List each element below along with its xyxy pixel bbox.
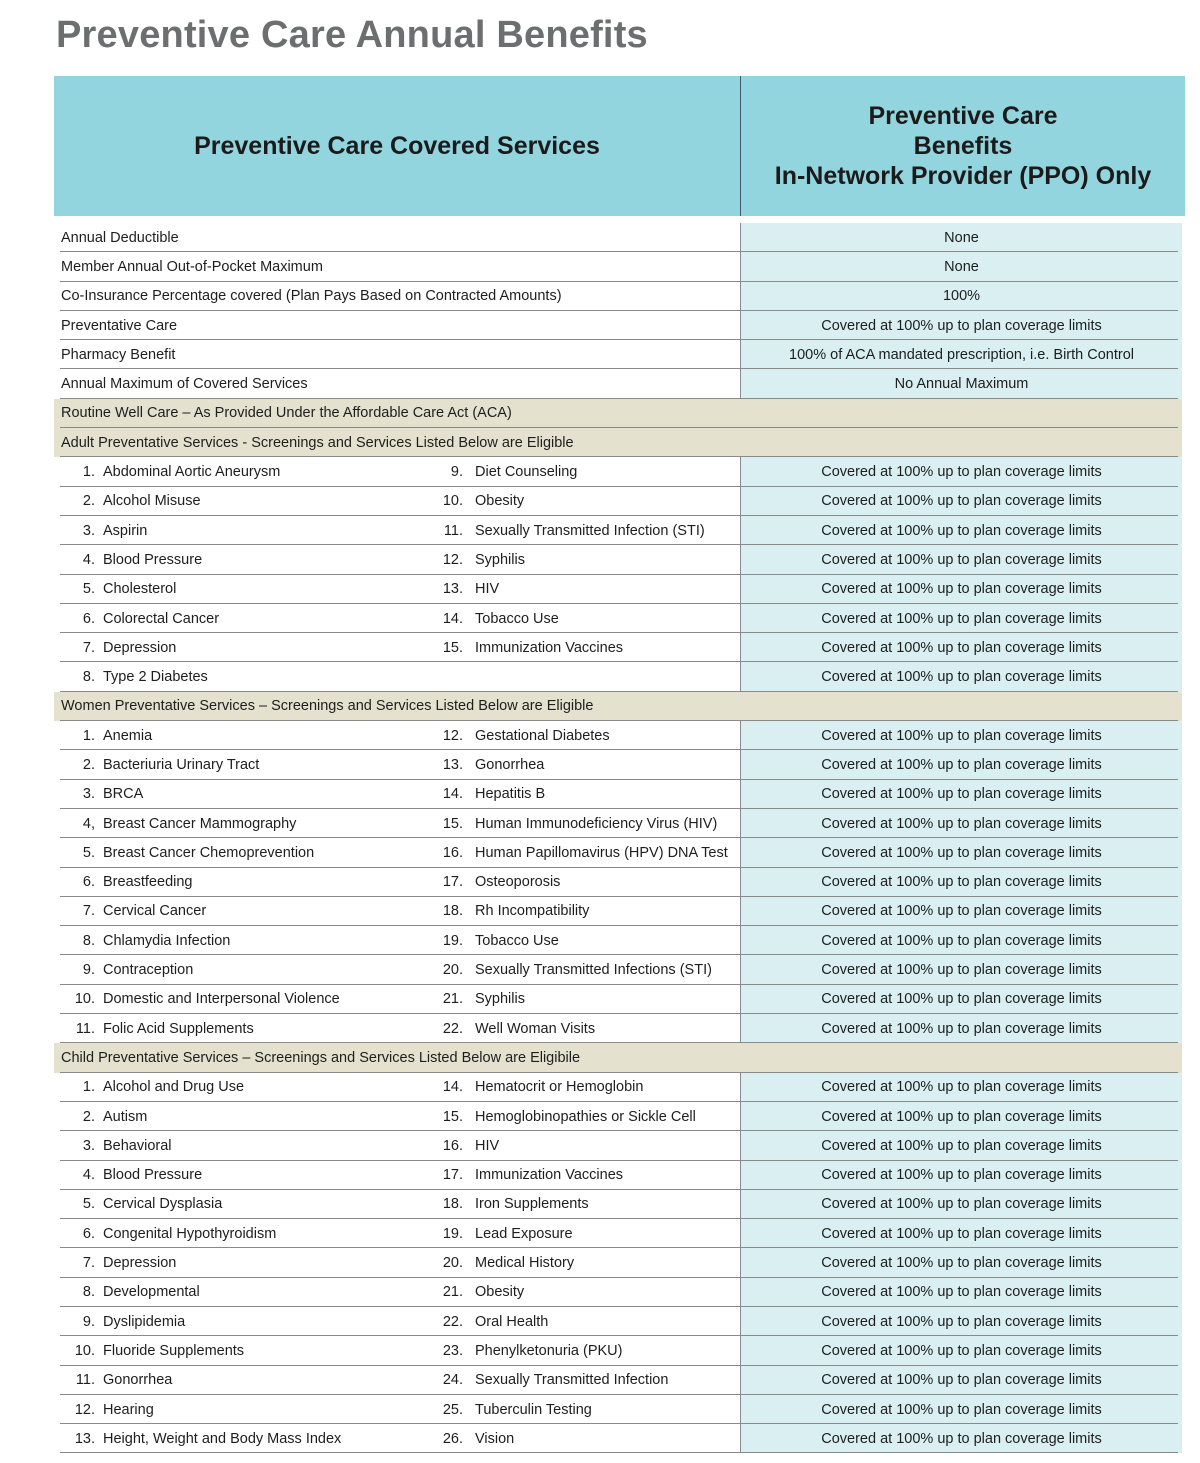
coverage-value: Covered at 100% up to plan coverage limits: [740, 662, 1182, 691]
service-name: Tobacco Use: [475, 932, 559, 949]
summary-label: Co-Insurance Percentage covered (Plan Pays Based on Contracted Amounts): [54, 282, 740, 311]
service-number: 14.: [442, 786, 463, 803]
coverage-value: Covered at 100% up to plan coverage limits: [740, 1366, 1182, 1395]
service-number: 18.: [442, 903, 463, 920]
service-number: 6.: [82, 1225, 95, 1242]
summary-value: No Annual Maximum: [740, 369, 1182, 398]
service-name: Immunization Vaccines: [475, 639, 624, 656]
service-cell: [54, 1161, 740, 1190]
service-row: [54, 1219, 1182, 1248]
service-number: 15.: [442, 1108, 463, 1125]
service-number: 9.: [82, 1313, 95, 1330]
service-name: Domestic and Interpersonal Violence: [103, 991, 340, 1008]
service-number: 14.: [442, 610, 463, 627]
service-name: Chlamydia Infection: [103, 932, 231, 949]
service-row: [54, 838, 1182, 867]
service-name: Vision: [475, 1430, 515, 1447]
service-name: Alcohol Misuse: [103, 493, 201, 510]
service-row: [54, 1366, 1182, 1395]
service-name: Hematocrit or Hemoglobin: [475, 1079, 644, 1096]
service-number: 24.: [442, 1372, 463, 1389]
service-name: Sexually Transmitted Infection: [475, 1372, 669, 1389]
service-name: Depression: [103, 1255, 177, 1272]
coverage-value: Covered at 100% up to plan coverage limits: [740, 838, 1182, 867]
service-number: 13.: [74, 1430, 95, 1447]
service-cell: [54, 721, 740, 750]
service-row: [54, 457, 1182, 486]
service-number: 18.: [442, 1196, 463, 1213]
service-name: Medical History: [475, 1255, 575, 1272]
service-row: [54, 1424, 1182, 1453]
service-number: 4.: [82, 551, 95, 568]
service-number: 12.: [442, 551, 463, 568]
service-name: Sexually Transmitted Infection (STI): [475, 522, 705, 539]
service-name: Dyslipidemia: [103, 1313, 186, 1330]
summary-label: Pharmacy Benefit: [54, 340, 740, 369]
coverage-value: Covered at 100% up to plan coverage limits: [740, 1102, 1182, 1131]
service-name: Gonorrhea: [475, 756, 545, 773]
service-number: 8.: [82, 1284, 95, 1301]
service-name: Hepatitis B: [475, 786, 546, 803]
service-row: [54, 1161, 1182, 1190]
service-number: 22.: [442, 1020, 463, 1037]
coverage-value: Covered at 100% up to plan coverage limits: [740, 604, 1182, 633]
summary-row: [54, 252, 1182, 281]
service-row: [54, 1248, 1182, 1277]
service-number: 19.: [442, 932, 463, 949]
table-header: [54, 76, 1185, 216]
service-row: [54, 1336, 1182, 1365]
header-benefits-line: Preventive Care: [868, 102, 1058, 130]
service-name: Syphilis: [475, 551, 525, 568]
service-number: 22.: [442, 1313, 463, 1330]
service-name: Autism: [103, 1108, 148, 1125]
coverage-value: Covered at 100% up to plan coverage limits: [740, 1131, 1182, 1160]
service-number: 13.: [442, 756, 463, 773]
service-number: 6.: [82, 610, 95, 627]
service-cell: [54, 1073, 740, 1102]
service-number: 7.: [82, 903, 95, 920]
service-name: Colorectal Cancer: [103, 610, 220, 627]
service-number: 20.: [442, 1255, 463, 1272]
service-name: Anemia: [103, 727, 153, 744]
summary-label: Member Annual Out-of-Pocket Maximum: [54, 252, 740, 281]
service-row: [54, 1278, 1182, 1307]
service-cell: [54, 633, 740, 662]
service-cell: [54, 809, 740, 838]
service-number: 11.: [443, 522, 463, 539]
service-cell: [54, 985, 740, 1014]
service-number: 20.: [442, 962, 463, 979]
service-row: [54, 926, 1182, 955]
summary-value: None: [740, 223, 1182, 252]
service-name: Immunization Vaccines: [475, 1167, 624, 1184]
service-name: Breastfeeding: [103, 874, 193, 891]
header-benefits-line: In-Network Provider (PPO) Only: [774, 162, 1152, 190]
service-name: Type 2 Diabetes: [103, 669, 208, 686]
service-number: 2.: [82, 1108, 95, 1125]
service-name: Obesity: [475, 1284, 525, 1301]
service-cell: [54, 1190, 740, 1219]
service-number: 9.: [450, 464, 463, 481]
coverage-value: Covered at 100% up to plan coverage limits: [740, 1014, 1182, 1043]
service-name: Hearing: [103, 1401, 154, 1418]
service-name: Fluoride Supplements: [103, 1342, 245, 1359]
service-name: Osteoporosis: [475, 874, 561, 891]
service-cell: [54, 750, 740, 779]
service-name: Congenital Hypothyroidism: [103, 1225, 277, 1242]
summary-label: Annual Maximum of Covered Services: [54, 369, 740, 398]
service-number: 3.: [82, 1137, 95, 1154]
service-cell: [54, 897, 740, 926]
coverage-value: Covered at 100% up to plan coverage limits: [740, 721, 1182, 750]
coverage-value: Covered at 100% up to plan coverage limits: [740, 897, 1182, 926]
service-name: Tuberculin Testing: [475, 1401, 592, 1418]
service-row: [54, 545, 1182, 574]
service-name: Lead Exposure: [475, 1225, 573, 1242]
service-name: Blood Pressure: [103, 1167, 203, 1184]
summary-value: 100% of ACA mandated prescription, i.e. Birth Control: [740, 340, 1182, 369]
service-row: [54, 721, 1182, 750]
service-name: Folic Acid Supplements: [103, 1020, 254, 1037]
service-number: 10.: [74, 1342, 95, 1359]
coverage-value: Covered at 100% up to plan coverage limits: [740, 985, 1182, 1014]
service-number: 17.: [442, 1167, 463, 1184]
service-cell: [54, 926, 740, 955]
service-number: 16.: [442, 844, 463, 861]
service-cell: [54, 838, 740, 867]
service-row: [54, 1102, 1182, 1131]
coverage-value: Covered at 100% up to plan coverage limits: [740, 633, 1182, 662]
service-name: Phenylketonuria (PKU): [475, 1342, 623, 1359]
service-name: Oral Health: [475, 1313, 549, 1330]
service-number: 7.: [82, 639, 95, 656]
service-row: [54, 516, 1182, 545]
service-number: 4,: [82, 815, 95, 832]
service-row: [54, 985, 1182, 1014]
summary-row: [54, 369, 1182, 398]
service-row: [54, 633, 1182, 662]
service-name: Human Papillomavirus (HPV) DNA Test: [475, 844, 728, 861]
coverage-value: Covered at 100% up to plan coverage limits: [740, 1219, 1182, 1248]
service-row: [54, 809, 1182, 838]
summary-row: [54, 223, 1182, 252]
summary-row: [54, 282, 1182, 311]
service-cell: [54, 1424, 740, 1453]
service-number: 10.: [442, 493, 463, 510]
service-name: Gestational Diabetes: [475, 727, 610, 744]
service-number: 5.: [82, 1196, 95, 1213]
page-title: Preventive Care Annual Benefits: [56, 14, 648, 56]
service-name: Contraception: [103, 962, 194, 979]
service-name: Bacteriuria Urinary Tract: [103, 756, 260, 773]
service-name: Obesity: [475, 493, 525, 510]
service-number: 2.: [82, 493, 95, 510]
service-name: Behavioral: [103, 1137, 172, 1154]
coverage-value: Covered at 100% up to plan coverage limits: [740, 1248, 1182, 1277]
coverage-value: Covered at 100% up to plan coverage limits: [740, 457, 1182, 486]
service-row: [54, 1307, 1182, 1336]
service-row: [54, 1073, 1182, 1102]
service-row: [54, 662, 1182, 691]
service-number: 14.: [442, 1079, 463, 1096]
service-number: 8.: [82, 932, 95, 949]
benefits-table: [54, 223, 1182, 1453]
service-name: Gonorrhea: [103, 1372, 173, 1389]
service-name: Cervical Dysplasia: [103, 1196, 223, 1213]
service-cell: [54, 1307, 740, 1336]
section-header: [54, 1043, 1182, 1072]
coverage-value: Covered at 100% up to plan coverage limits: [740, 516, 1182, 545]
coverage-value: Covered at 100% up to plan coverage limits: [740, 926, 1182, 955]
coverage-value: Covered at 100% up to plan coverage limits: [740, 780, 1182, 809]
service-name: Hemoglobinopathies or Sickle Cell: [475, 1108, 696, 1125]
service-cell: [54, 780, 740, 809]
summary-label: Preventative Care: [54, 311, 740, 340]
coverage-value: Covered at 100% up to plan coverage limits: [740, 868, 1182, 897]
coverage-value: Covered at 100% up to plan coverage limits: [740, 1161, 1182, 1190]
summary-value: 100%: [740, 282, 1182, 311]
service-row: [54, 604, 1182, 633]
service-name: Tobacco Use: [475, 610, 559, 627]
service-name: Syphilis: [475, 991, 525, 1008]
service-row: [54, 955, 1182, 984]
coverage-value: Covered at 100% up to plan coverage limits: [740, 1278, 1182, 1307]
section-header: [54, 692, 1182, 721]
section-header-label: Women Preventative Services – Screenings and Services Listed Below are Eligible: [61, 698, 594, 715]
header-services-label: Preventive Care Covered Services: [194, 131, 600, 160]
service-name: Breast Cancer Chemoprevention: [103, 844, 315, 861]
service-number: 3.: [82, 522, 95, 539]
service-cell: [54, 1366, 740, 1395]
service-name: Sexually Transmitted Infections (STI): [475, 962, 712, 979]
service-number: 26.: [442, 1430, 463, 1447]
service-cell: [54, 1102, 740, 1131]
service-cell: [54, 1131, 740, 1160]
service-name: Diet Counseling: [475, 464, 578, 481]
coverage-value: Covered at 100% up to plan coverage limits: [740, 1190, 1182, 1219]
coverage-value: Covered at 100% up to plan coverage limits: [740, 1424, 1182, 1453]
service-number: 7.: [82, 1255, 95, 1272]
service-name: Cervical Cancer: [103, 903, 207, 920]
service-name: BRCA: [103, 786, 144, 803]
service-name: Abdominal Aortic Aneurysm: [103, 464, 281, 481]
section-header: [54, 428, 1182, 457]
service-number: 15.: [442, 639, 463, 656]
service-name: Blood Pressure: [103, 551, 203, 568]
service-number: 19.: [442, 1225, 463, 1242]
service-name: Human Immunodeficiency Virus (HIV): [475, 815, 718, 832]
summary-value: Covered at 100% up to plan coverage limits: [740, 311, 1182, 340]
service-cell: [54, 1336, 740, 1365]
service-number: 12.: [74, 1401, 95, 1418]
service-number: 5.: [82, 581, 95, 598]
service-cell: [54, 1219, 740, 1248]
service-number: 1.: [82, 1079, 95, 1096]
coverage-value: Covered at 100% up to plan coverage limits: [740, 575, 1182, 604]
section-header-label: Child Preventative Services – Screenings and Services Listed Below are Eligibile: [61, 1049, 581, 1066]
service-name: Rh Incompatibility: [475, 903, 590, 920]
service-name: Breast Cancer Mammography: [103, 815, 297, 832]
service-number: 23.: [442, 1342, 463, 1359]
service-number: 16.: [442, 1137, 463, 1154]
service-cell: [54, 1395, 740, 1424]
service-name: Height, Weight and Body Mass Index: [103, 1430, 342, 1447]
service-number: 1.: [82, 727, 95, 744]
service-number: 1.: [82, 464, 95, 481]
header-benefits-label: [741, 76, 1185, 216]
service-name: Aspirin: [103, 522, 148, 539]
service-number: 6.: [82, 874, 95, 891]
service-row: [54, 750, 1182, 779]
service-number: 3.: [82, 786, 95, 803]
service-cell: [54, 487, 740, 516]
coverage-value: Covered at 100% up to plan coverage limits: [740, 809, 1182, 838]
service-number: 5.: [82, 844, 95, 861]
service-number: 11.: [75, 1372, 95, 1389]
service-number: 15.: [442, 815, 463, 832]
service-number: 2.: [82, 756, 95, 773]
service-number: 21.: [442, 991, 463, 1008]
coverage-value: Covered at 100% up to plan coverage limits: [740, 487, 1182, 516]
routine-care-header-label: Routine Well Care – As Provided Under the Affordable Care Act (ACA): [61, 405, 512, 422]
service-row: [54, 1014, 1182, 1043]
coverage-value: Covered at 100% up to plan coverage limits: [740, 1307, 1182, 1336]
service-row: [54, 897, 1182, 926]
service-row: [54, 868, 1182, 897]
service-cell: [54, 545, 740, 574]
service-number: 21.: [442, 1284, 463, 1301]
coverage-value: Covered at 100% up to plan coverage limits: [740, 1336, 1182, 1365]
service-name: Cholesterol: [103, 581, 177, 598]
summary-row: [54, 340, 1182, 369]
section-header-label: Adult Preventative Services - Screenings and Services Listed Below are Eligible: [61, 434, 574, 451]
coverage-value: Covered at 100% up to plan coverage limits: [740, 955, 1182, 984]
service-row: [54, 1190, 1182, 1219]
service-number: 8.: [82, 669, 95, 686]
service-cell: [54, 516, 740, 545]
header-benefits-line: Benefits: [913, 132, 1013, 160]
service-name: Iron Supplements: [475, 1196, 589, 1213]
service-name: Depression: [103, 639, 177, 656]
service-name: Alcohol and Drug Use: [103, 1079, 245, 1096]
service-number: 9.: [82, 962, 95, 979]
service-cell: [54, 604, 740, 633]
service-cell: [54, 1248, 740, 1277]
service-cell: [54, 457, 740, 486]
service-cell: [54, 662, 740, 691]
service-cell: [54, 1014, 740, 1043]
service-name: Well Woman Visits: [475, 1020, 596, 1037]
service-row: [54, 1131, 1182, 1160]
coverage-value: Covered at 100% up to plan coverage limits: [740, 750, 1182, 779]
service-number: 10.: [74, 991, 95, 1008]
service-name: HIV: [475, 581, 500, 598]
coverage-value: Covered at 100% up to plan coverage limits: [740, 545, 1182, 574]
service-row: [54, 487, 1182, 516]
service-row: [54, 1395, 1182, 1424]
service-name: Developmental: [103, 1284, 200, 1301]
coverage-value: Covered at 100% up to plan coverage limits: [740, 1395, 1182, 1424]
summary-value: None: [740, 252, 1182, 281]
service-number: 17.: [442, 874, 463, 891]
service-row: [54, 575, 1182, 604]
service-number: 13.: [442, 581, 463, 598]
service-cell: [54, 1278, 740, 1307]
service-number: 25.: [442, 1401, 463, 1418]
summary-row: [54, 311, 1182, 340]
service-number: 11.: [75, 1020, 95, 1037]
service-number: 4.: [82, 1167, 95, 1184]
service-cell: [54, 868, 740, 897]
service-number: 12.: [442, 727, 463, 744]
routine-care-header: [54, 399, 1182, 428]
service-name: HIV: [475, 1137, 500, 1154]
service-row: [54, 780, 1182, 809]
service-cell: [54, 955, 740, 984]
coverage-value: Covered at 100% up to plan coverage limits: [740, 1073, 1182, 1102]
service-cell: [54, 575, 740, 604]
summary-label: Annual Deductible: [54, 223, 740, 252]
